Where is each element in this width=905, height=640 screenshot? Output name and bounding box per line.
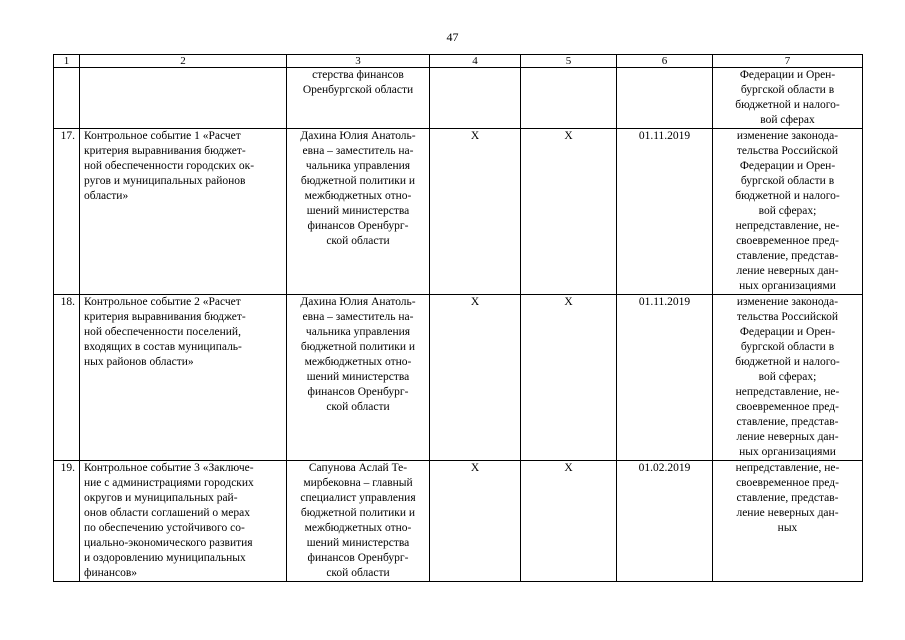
column-number: 1 xyxy=(54,55,80,68)
page-number: 47 xyxy=(446,30,459,44)
date-cell: 01.02.2019 xyxy=(617,461,713,582)
column-5-cell: X xyxy=(521,295,617,461)
column-number-row xyxy=(54,55,863,68)
responsible-cell: Сапунова Аслай Те- мирбековна – главный специалист управления бюджетной политики и межбюджетных отно- шений министерства финансов Оренбург- ской области xyxy=(287,461,430,582)
column-number: 7 xyxy=(713,55,863,68)
risks-cell: Федерации и Орен- бургской области в бюджетной и налого- вой сферах xyxy=(713,68,863,129)
row-number-cell: 18. xyxy=(54,295,80,461)
table-row xyxy=(54,129,863,295)
column-number: 5 xyxy=(521,55,617,68)
responsible-cell: стерства финансов Оренбургской области xyxy=(287,68,430,129)
event-cell: Контрольное событие 3 «Заключе- ние с администрациями городских округов и муниципальных рай- онов области соглашений о мерах по обеспечению устойчивого со- циально-экономического развития и оздоровлению муниципальных финансов» xyxy=(80,461,287,582)
date-cell: 01.11.2019 xyxy=(617,295,713,461)
column-5-cell xyxy=(521,68,617,129)
column-number: 2 xyxy=(80,55,287,68)
measures-table xyxy=(53,54,863,582)
date-cell: 01.11.2019 xyxy=(617,129,713,295)
event-cell: Контрольное событие 2 «Расчет критерия выравнивания бюджет- ной обеспеченности поселений, входящих в состав муниципаль- ных районов области» xyxy=(80,295,287,461)
event-cell: Контрольное событие 1 «Расчет критерия выравнивания бюджет- ной обеспеченности городских ок- ругов и муниципальных районов области» xyxy=(80,129,287,295)
row-number-cell xyxy=(54,68,80,129)
risks-cell: изменение законода- тельства Российской Федерации и Орен- бургской области в бюджетной и налого- вой сферах; непредставление, не- своевременное пред- ставление, представ- ление неверных дан- ных организациями xyxy=(713,295,863,461)
column-number: 3 xyxy=(287,55,430,68)
column-number: 4 xyxy=(430,55,521,68)
column-number: 6 xyxy=(617,55,713,68)
responsible-cell: Дахина Юлия Анатоль- евна – заместитель на- чальника управления бюджетной политики и межбюджетных отно- шений министерства финансов Оренбург- ской области xyxy=(287,129,430,295)
table-row-continuation xyxy=(54,68,863,129)
column-5-cell: X xyxy=(521,129,617,295)
event-cell xyxy=(80,68,287,129)
column-4-cell: X xyxy=(430,295,521,461)
row-number-cell: 19. xyxy=(54,461,80,582)
date-cell xyxy=(617,68,713,129)
column-5-cell: X xyxy=(521,461,617,582)
row-number-cell: 17. xyxy=(54,129,80,295)
risks-cell: непредставление, не- своевременное пред- ставление, представ- ление неверных дан- ных xyxy=(713,461,863,582)
table-row xyxy=(54,461,863,582)
column-4-cell xyxy=(430,68,521,129)
column-4-cell: X xyxy=(430,461,521,582)
table-row xyxy=(54,295,863,461)
responsible-cell: Дахина Юлия Анатоль- евна – заместитель на- чальника управления бюджетной политики и межбюджетных отно- шений министерства финансов Оренбург- ской области xyxy=(287,295,430,461)
risks-cell: изменение законода- тельства Российской Федерации и Орен- бургской области в бюджетной и налого- вой сферах; непредставление, не- своевременное пред- ставление, представ- ление неверных дан- ных организациями xyxy=(713,129,863,295)
column-4-cell: X xyxy=(430,129,521,295)
